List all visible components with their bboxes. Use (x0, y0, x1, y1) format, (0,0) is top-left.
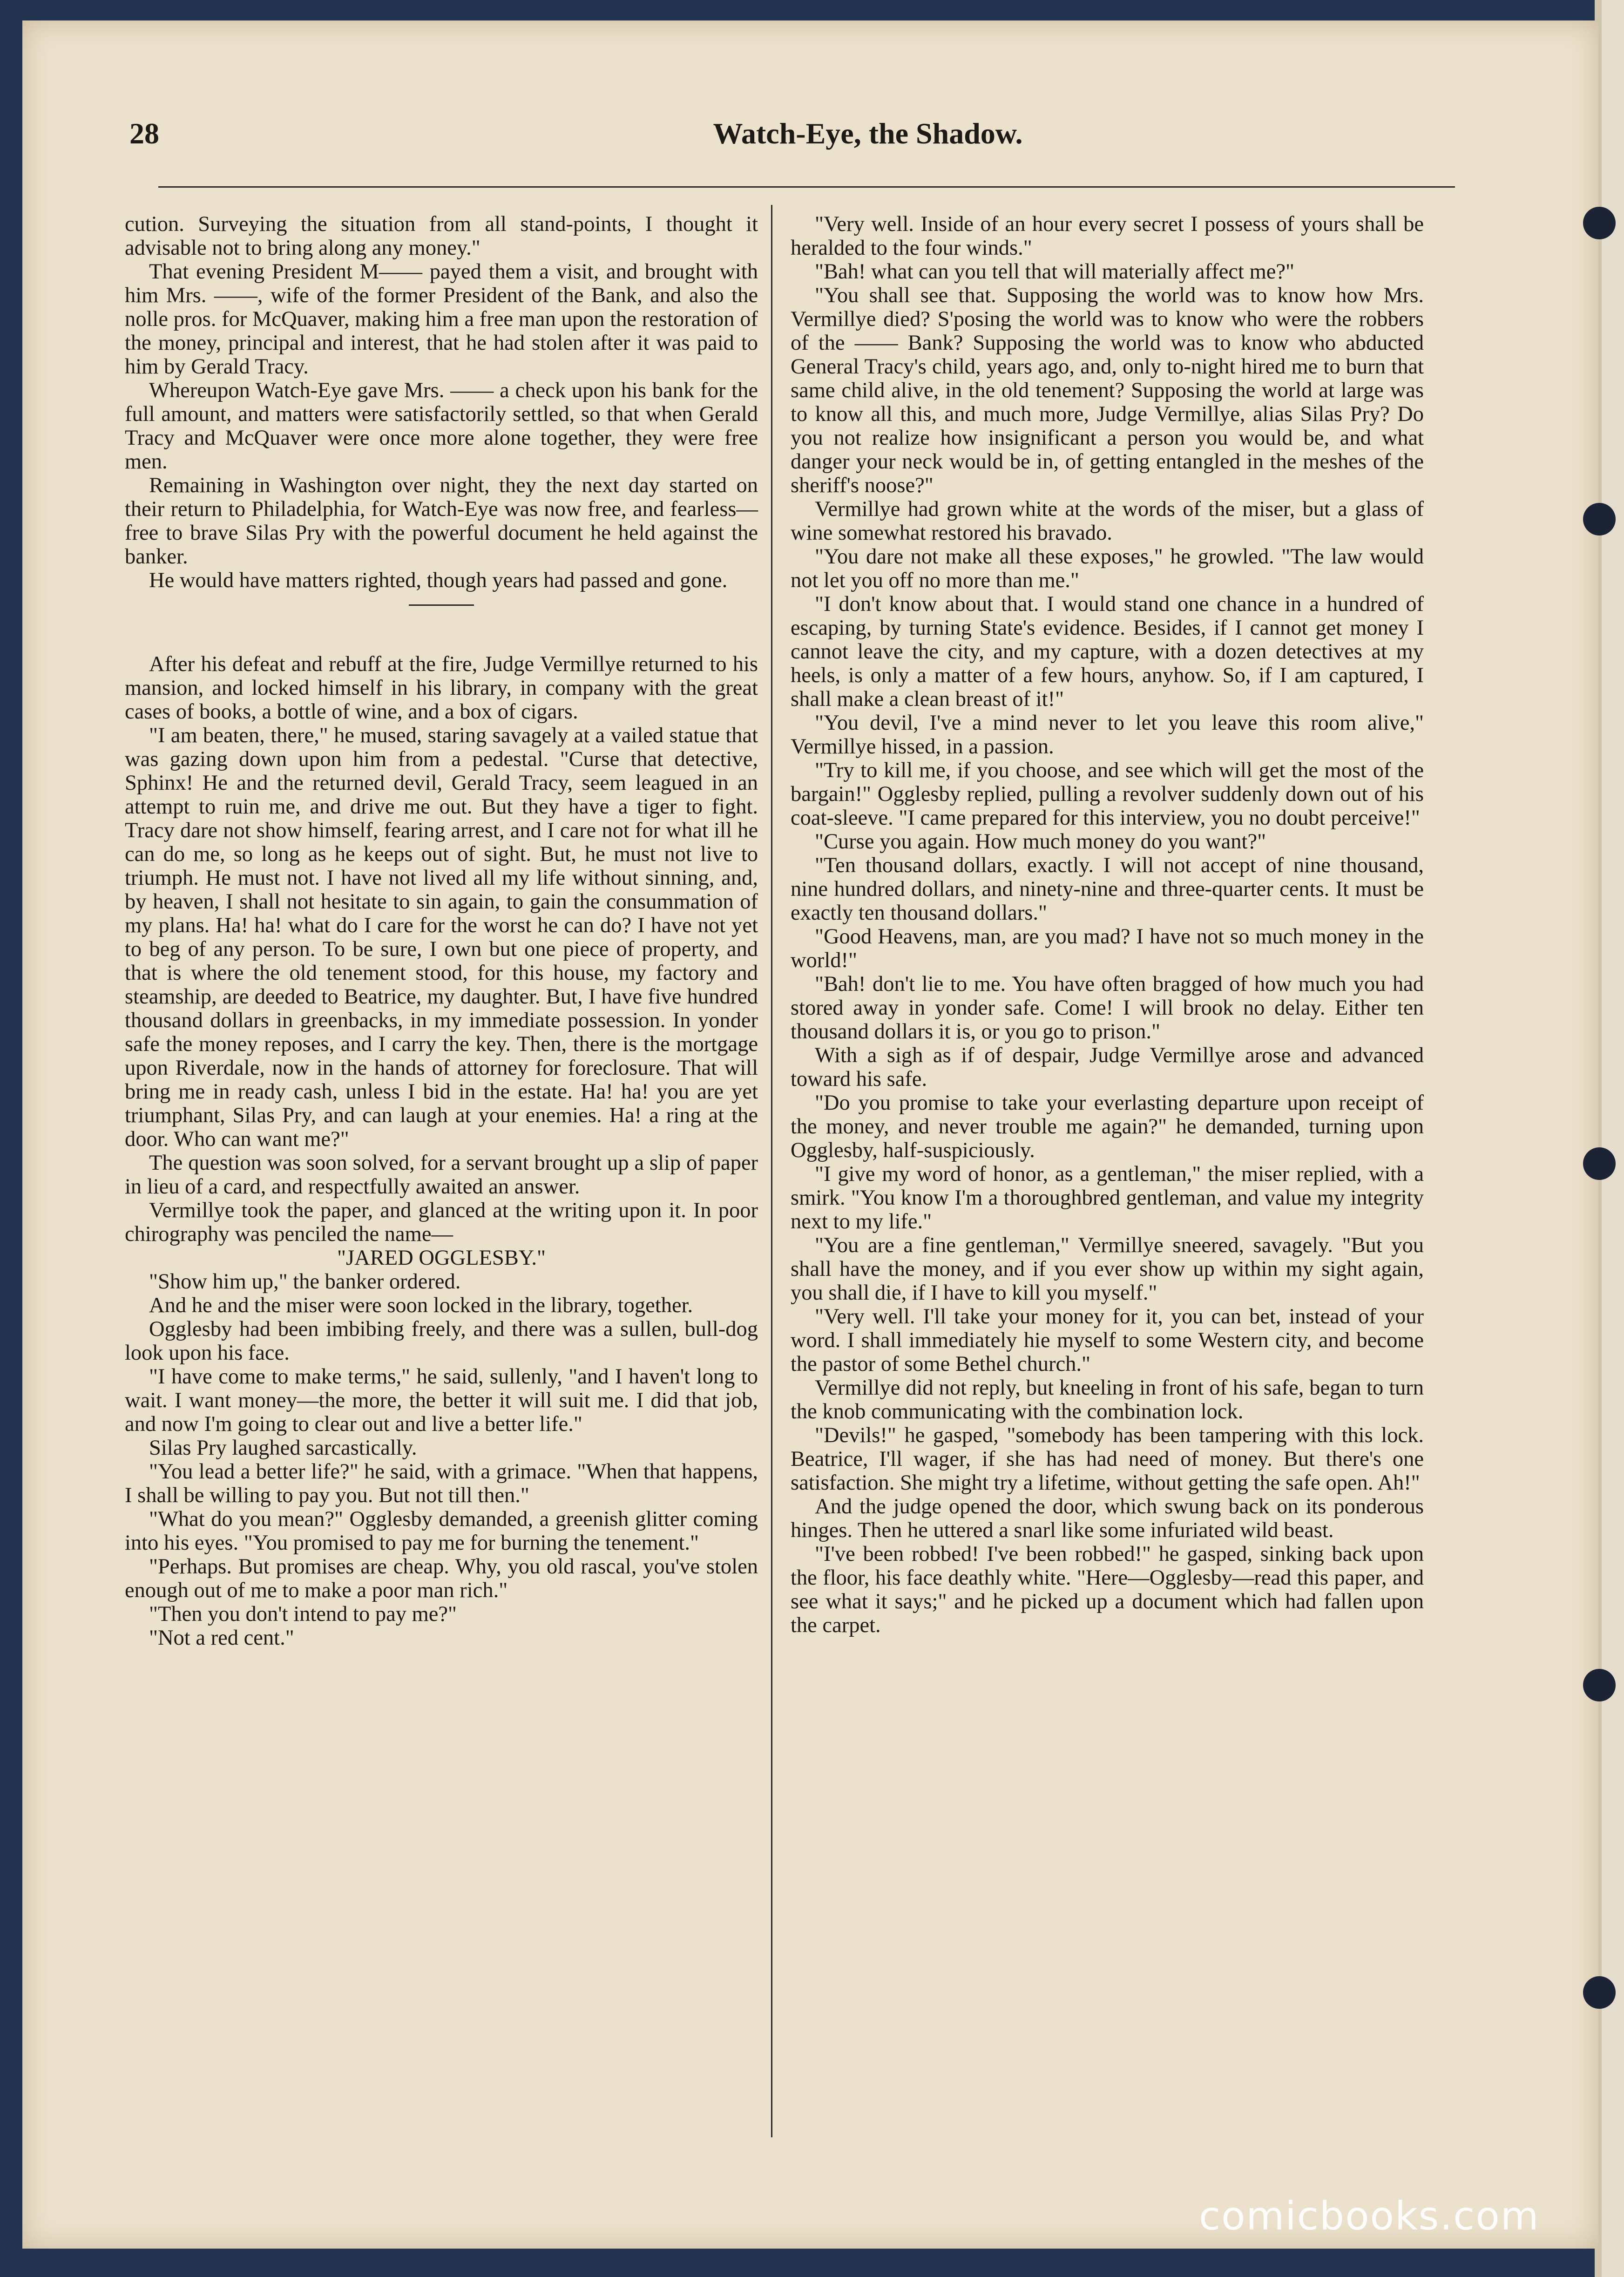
name-heading: "JARED OGGLESBY." (337, 1246, 546, 1270)
paragraph: "Good Heavens, man, are you mad? I have not so much money in the world!" (791, 925, 1424, 972)
paragraph: "Bah! don't lie to me. You have often bragged of how much you had stored away in yonder safe. Come! I will brook no delay. Either ten thousand dollars it is, or you go to prison." (791, 972, 1424, 1044)
page-number: 28 (129, 117, 159, 150)
paragraph: Silas Pry laughed sarcastically. (149, 1436, 417, 1460)
paragraph: "I am beaten, there," he mused, staring savagely at a vailed statue that was gazing down upon him from a pedestal. "Curse that detective, Sphinx! He and the returned devil, Gerald Tracy, seem leagued in an attempt to ruin me, and drive me out. But they have a tiger to fight. Tracy dare not show himself, fearing arrest, and I care not for what ill he can do me, so long as he keeps out of sight. But, he must not live to triumph. He must not. I have not lived all my life without sinning, and, by heaven, I shall not hesitate to sin again, to gain the consummation of my plans. Ha! ha! what do I care for the worst he can do? I have not yet to beg of any person. To be sure, I own but one piece of property, and that is where the old tenement stood, for this house, my factory and steamship, are deeded to Beatrice, my daughter. But, I have five hundred thousand dollars in greenbacks, in my immediate possession. In yonder safe the money reposes, and I carry the key. Then, there is the mortgage upon Riverdale, now in the hands of attorney for foreclosure. That will bring me in ready cash, unless I bid in the estate. Ha! ha! you are yet triumphant, Silas Pry, and can laugh at your enemies. Ha! a ring at the door. Who can want me?" (125, 724, 758, 1151)
paragraph: "What do you mean?" Ogglesby demanded, a greenish glitter coming into his eyes. "You promised to pay me for burning the tenement." (125, 1507, 758, 1555)
paragraph: And he and the miser were soon locked in the library, together. (149, 1294, 693, 1317)
section-break (409, 604, 474, 606)
binding-hole (1583, 1976, 1616, 2009)
paragraph: "Devils!" he gasped, "somebody has been tampering with this lock. Beatrice, I'll wager, if she has had need of money. But there's one satisfaction. She might try a lifetime, without getting the safe open. Ah!" (791, 1423, 1424, 1495)
paragraph: The question was soon solved, for a servant brought up a slip of paper in lieu of a card, and respectfully awaited an answer. (125, 1151, 758, 1199)
paragraph: Whereupon Watch-Eye gave Mrs. —— a check upon his bank for the full amount, and matters were satisfactorily settled, so that when Gerald Tracy and McQuaver were once more alone together, they were free men. (125, 379, 758, 474)
next-page-edge (1602, 0, 1624, 2277)
paragraph: Remaining in Washington over night, they the next day started on their return to Philadelphia, for Watch-Eye was now free, and fearless—free to brave Silas Pry with the powerful document he held against the banker. (125, 474, 758, 569)
paragraph: "You dare not make all these exposes," he growled. "The law would not let you off no more than me." (791, 545, 1424, 592)
paragraph: "Perhaps. But promises are cheap. Why, you old rascal, you've stolen enough out of me to make a poor man rich." (125, 1555, 758, 1602)
paragraph: Ogglesby had been imbibing freely, and there was a sullen, bull-dog look upon his face. (125, 1317, 758, 1365)
paragraph: Vermillye did not reply, but kneeling in front of his safe, began to turn the knob communicating with the combination lock. (791, 1376, 1424, 1423)
paragraph: cution. Surveying the situation from all stand-points, I thought it advisable not to bring along any money." (125, 212, 758, 260)
paragraph: "I don't know about that. I would stand one chance in a hundred of escaping, by turning State's evidence. Besides, if I cannot get money I cannot leave the city, and my capture, with a dozen detectives at my heels, is only a matter of a few hours, anyhow. So, if I am captured, I shall make a clean breast of it!" (791, 592, 1424, 711)
paragraph: "I have come to make terms," he said, sullenly, "and I haven't long to wait. I want money—the more, the better it will suit me. I did that job, and now I'm going to clear out and live a better life." (125, 1365, 758, 1436)
paragraph: "Do you promise to take your everlasting departure upon receipt of the money, and never trouble me again?" he demanded, turning upon Ogglesby, half-suspiciously. (791, 1091, 1424, 1162)
paragraph: "You shall see that. Supposing the world was to know how Mrs. Vermillye died? S'posing the world was to know who were the robbers of the —— Bank? Supposing the world was to know who abducted General Tracy's child, years ago, and, only to-night hired me to burn that same child alive, in the old tenement? Supposing the world at large was to know all this, and much more, Judge Vermillye, alias Silas Pry? Do you not realize how insignificant a person you would be, and what danger your neck would be in, of getting entangled in the meshes of the sheriff's noose?" (791, 284, 1424, 497)
binding-hole (1583, 207, 1616, 239)
binding-hole (1583, 503, 1616, 535)
paragraph: Vermillye took the paper, and glanced at the writing upon it. In poor chirography was penciled the name— (125, 1199, 758, 1246)
paragraph: "I give my word of honor, as a gentleman," the miser replied, with a smirk. "You know I'm a thoroughbred gentleman, and value my integrity next to my life." (791, 1162, 1424, 1233)
header-rule (158, 186, 1455, 188)
paragraph: "Show him up," the banker ordered. (149, 1270, 461, 1294)
page-header (0, 111, 1624, 153)
binding-hole (1583, 1147, 1616, 1180)
running-title: Watch-Eye, the Shadow. (713, 117, 1023, 150)
right-column (791, 212, 1424, 1637)
paragraph: "Then you don't intend to pay me?" (149, 1602, 457, 1626)
left-column (125, 212, 758, 1650)
paragraph: "You lead a better life?" he said, with a grimace. "When that happens, I shall be willing to pay you. But not till then." (125, 1460, 758, 1507)
paragraph: "Very well. I'll take your money for it, you can bet, instead of your word. I shall immediately hie myself to some Western city, and become the pastor of some Bethel church." (791, 1305, 1424, 1376)
paragraph: "Try to kill me, if you choose, and see which will get the most of the bargain!" Ogglesby replied, pulling a revolver suddenly down out of his coat-sleeve. "I came prepared for this interview, you no doubt perceive!" (791, 759, 1424, 830)
paragraph: "I've been robbed! I've been robbed!" he gasped, sinking back upon the floor, his face deathly white. "Here—Ogglesby—read this paper, and see what it says;" and he picked up a document which had fallen upon the carpet. (791, 1542, 1424, 1637)
paragraph: Vermillye had grown white at the words of the miser, but a glass of wine somewhat restored his bravado. (791, 497, 1424, 545)
paragraph: That evening President M—— payed them a visit, and brought with him Mrs. ——, wife of the former President of the Bank, and also the nolle pros. for McQuaver, making him a free man upon the restoration of the money, principal and interest, that he had stolen after it was paid to him by Gerald Tracy. (125, 260, 758, 379)
paragraph: "Curse you again. How much money do you want?" (815, 830, 1266, 854)
binding-hole (1583, 1669, 1616, 1701)
paragraph: With a sigh as if of despair, Judge Vermillye arose and advanced toward his safe. (791, 1044, 1424, 1091)
paragraph: And the judge opened the door, which swung back on its ponderous hinges. Then he uttered a snarl like some infuriated wild beast. (791, 1495, 1424, 1542)
paragraph: "Ten thousand dollars, exactly. I will not accept of nine thousand, nine hundred dollars, and ninety-nine and three-quarter cents. It must be exactly ten thousand dollars." (791, 854, 1424, 925)
watermark: comicbooks.com (1199, 2193, 1540, 2239)
paragraph: "Not a red cent." (149, 1626, 294, 1650)
paragraph: After his defeat and rebuff at the fire, Judge Vermillye returned to his mansion, and locked himself in his library, in company with the great cases of books, a bottle of wine, and a box of cigars. (125, 652, 758, 724)
paragraph: "You devil, I've a mind never to let you leave this room alive," Vermillye hissed, in a passion. (791, 711, 1424, 759)
paragraph: "Bah! what can you tell that will materially affect me?" (815, 260, 1295, 284)
column-divider (771, 205, 772, 2137)
paragraph: "Very well. Inside of an hour every secret I possess of yours shall be heralded to the four winds." (791, 212, 1424, 260)
paragraph: He would have matters righted, though years had passed and gone. (149, 569, 728, 592)
paragraph: "You are a fine gentleman," Vermillye sneered, savagely. "But you shall have the money, and if you ever show up within my sight again, you shall die, if I have to kill you myself." (791, 1233, 1424, 1305)
